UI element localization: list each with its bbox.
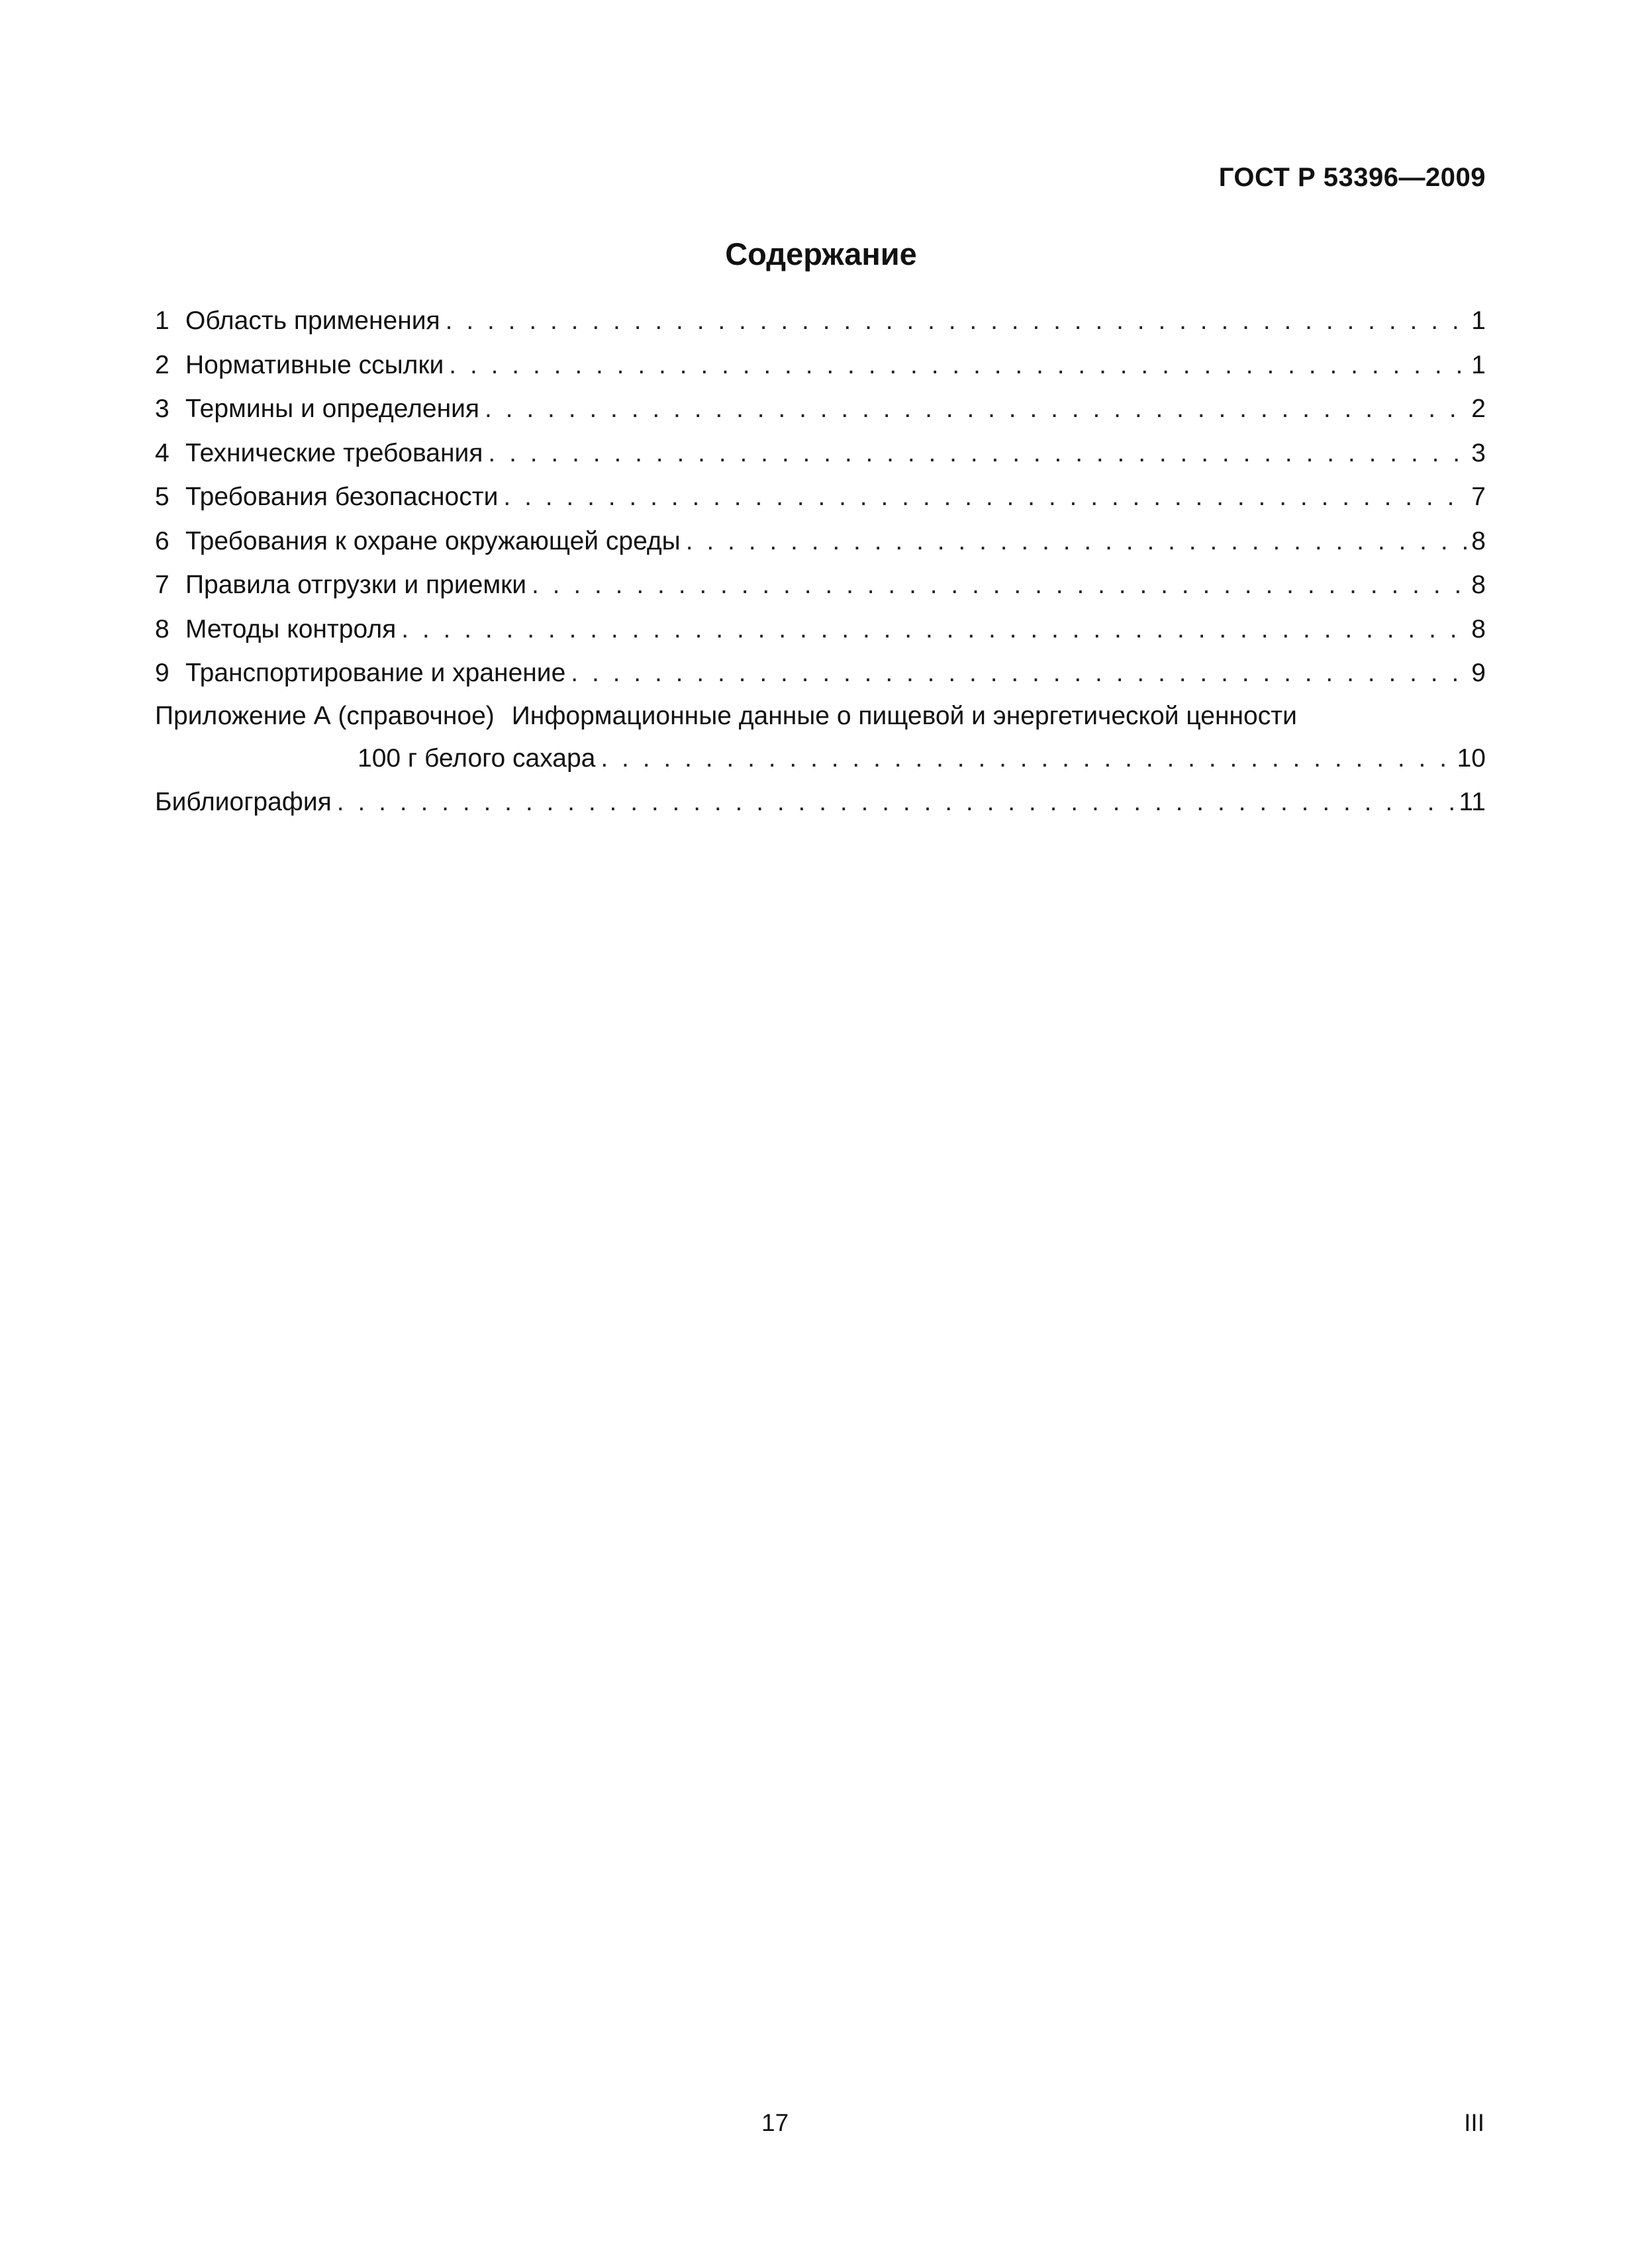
toc-item[interactable] (155, 344, 1486, 388)
toc-item[interactable] (155, 432, 1486, 476)
toc-item-label: Термины и определения (185, 395, 480, 423)
toc-leader-dots (565, 651, 1467, 696)
toc-item[interactable] (155, 387, 1486, 432)
toc-title: Содержание (725, 236, 917, 271)
toc-item-label: Область применения (185, 307, 440, 335)
toc-bibliography-label: Библиография (155, 788, 332, 816)
toc-appendix-title: Информационные данные о пищевой и энергетической ценности (511, 701, 1297, 730)
toc-bibliography-page: 11 (1459, 788, 1486, 816)
toc-item-page: 3 (1471, 438, 1486, 467)
toc-item-number: 4 (155, 438, 169, 467)
toc-item-page: 8 (1471, 614, 1486, 643)
toc-item-label: Правила отгрузки и приемки (185, 571, 526, 599)
toc-item-page: 1 (1471, 350, 1486, 379)
page-number: 17 (761, 2109, 789, 2136)
toc-item[interactable] (155, 299, 1486, 344)
toc-item-number: 5 (155, 483, 169, 511)
toc-item-number: 1 (155, 307, 169, 335)
toc-item-label: Транспортирование и хранение (185, 659, 566, 687)
toc-item-page: 1 (1471, 307, 1486, 335)
toc-item-number: 2 (155, 350, 169, 379)
toc-item-page: 7 (1471, 483, 1486, 511)
toc-item[interactable] (155, 651, 1486, 696)
toc-item-number: 8 (155, 614, 169, 643)
toc-item-label: Требования к охране окружающей среды (185, 526, 681, 555)
toc-item[interactable] (155, 475, 1486, 520)
toc-appendix[interactable] (155, 696, 1486, 781)
toc-item-number: 7 (155, 571, 169, 599)
toc-item-label: Методы контроля (185, 614, 397, 643)
toc-appendix-title-continued: 100 г белого сахара (358, 743, 596, 773)
toc-leader-dots (483, 432, 1467, 476)
toc-appendix-prefix: Приложение А (справочное) (155, 701, 495, 730)
toc-leader-dots (498, 475, 1467, 520)
toc-bibliography[interactable] (155, 780, 1486, 825)
roman-page-number: III (1464, 2109, 1484, 2136)
toc-item-label: Нормативные ссылки (185, 350, 444, 379)
toc-item[interactable] (155, 608, 1486, 652)
toc-item-page: 2 (1471, 395, 1486, 423)
toc-item-number: 3 (155, 395, 169, 423)
document-code: ГОСТ Р 53396—2009 (1218, 163, 1486, 192)
toc-appendix-line-1 (155, 696, 1486, 737)
toc-leader-dots (332, 780, 1455, 825)
toc-leader-dots (396, 608, 1467, 652)
toc-leader-dots (444, 344, 1467, 388)
table-of-contents (155, 299, 1486, 825)
toc-leader-dots (595, 737, 1453, 781)
toc-appendix-line-2 (155, 737, 1486, 781)
toc-leader-dots (526, 563, 1467, 608)
toc-appendix-page: 10 (1457, 743, 1486, 773)
toc-leader-dots (681, 520, 1468, 564)
toc-item-page: 8 (1471, 526, 1486, 555)
toc-leader-dots (479, 387, 1467, 432)
toc-item[interactable] (155, 563, 1486, 608)
toc-item[interactable] (155, 520, 1486, 564)
toc-item-number: 9 (155, 659, 169, 687)
toc-item-label: Технические требования (185, 438, 483, 467)
toc-item-number: 6 (155, 526, 169, 555)
toc-leader-dots (440, 299, 1468, 344)
toc-item-page: 9 (1471, 659, 1486, 687)
toc-item-page: 8 (1471, 571, 1486, 599)
toc-item-label: Требования безопасности (185, 483, 499, 511)
